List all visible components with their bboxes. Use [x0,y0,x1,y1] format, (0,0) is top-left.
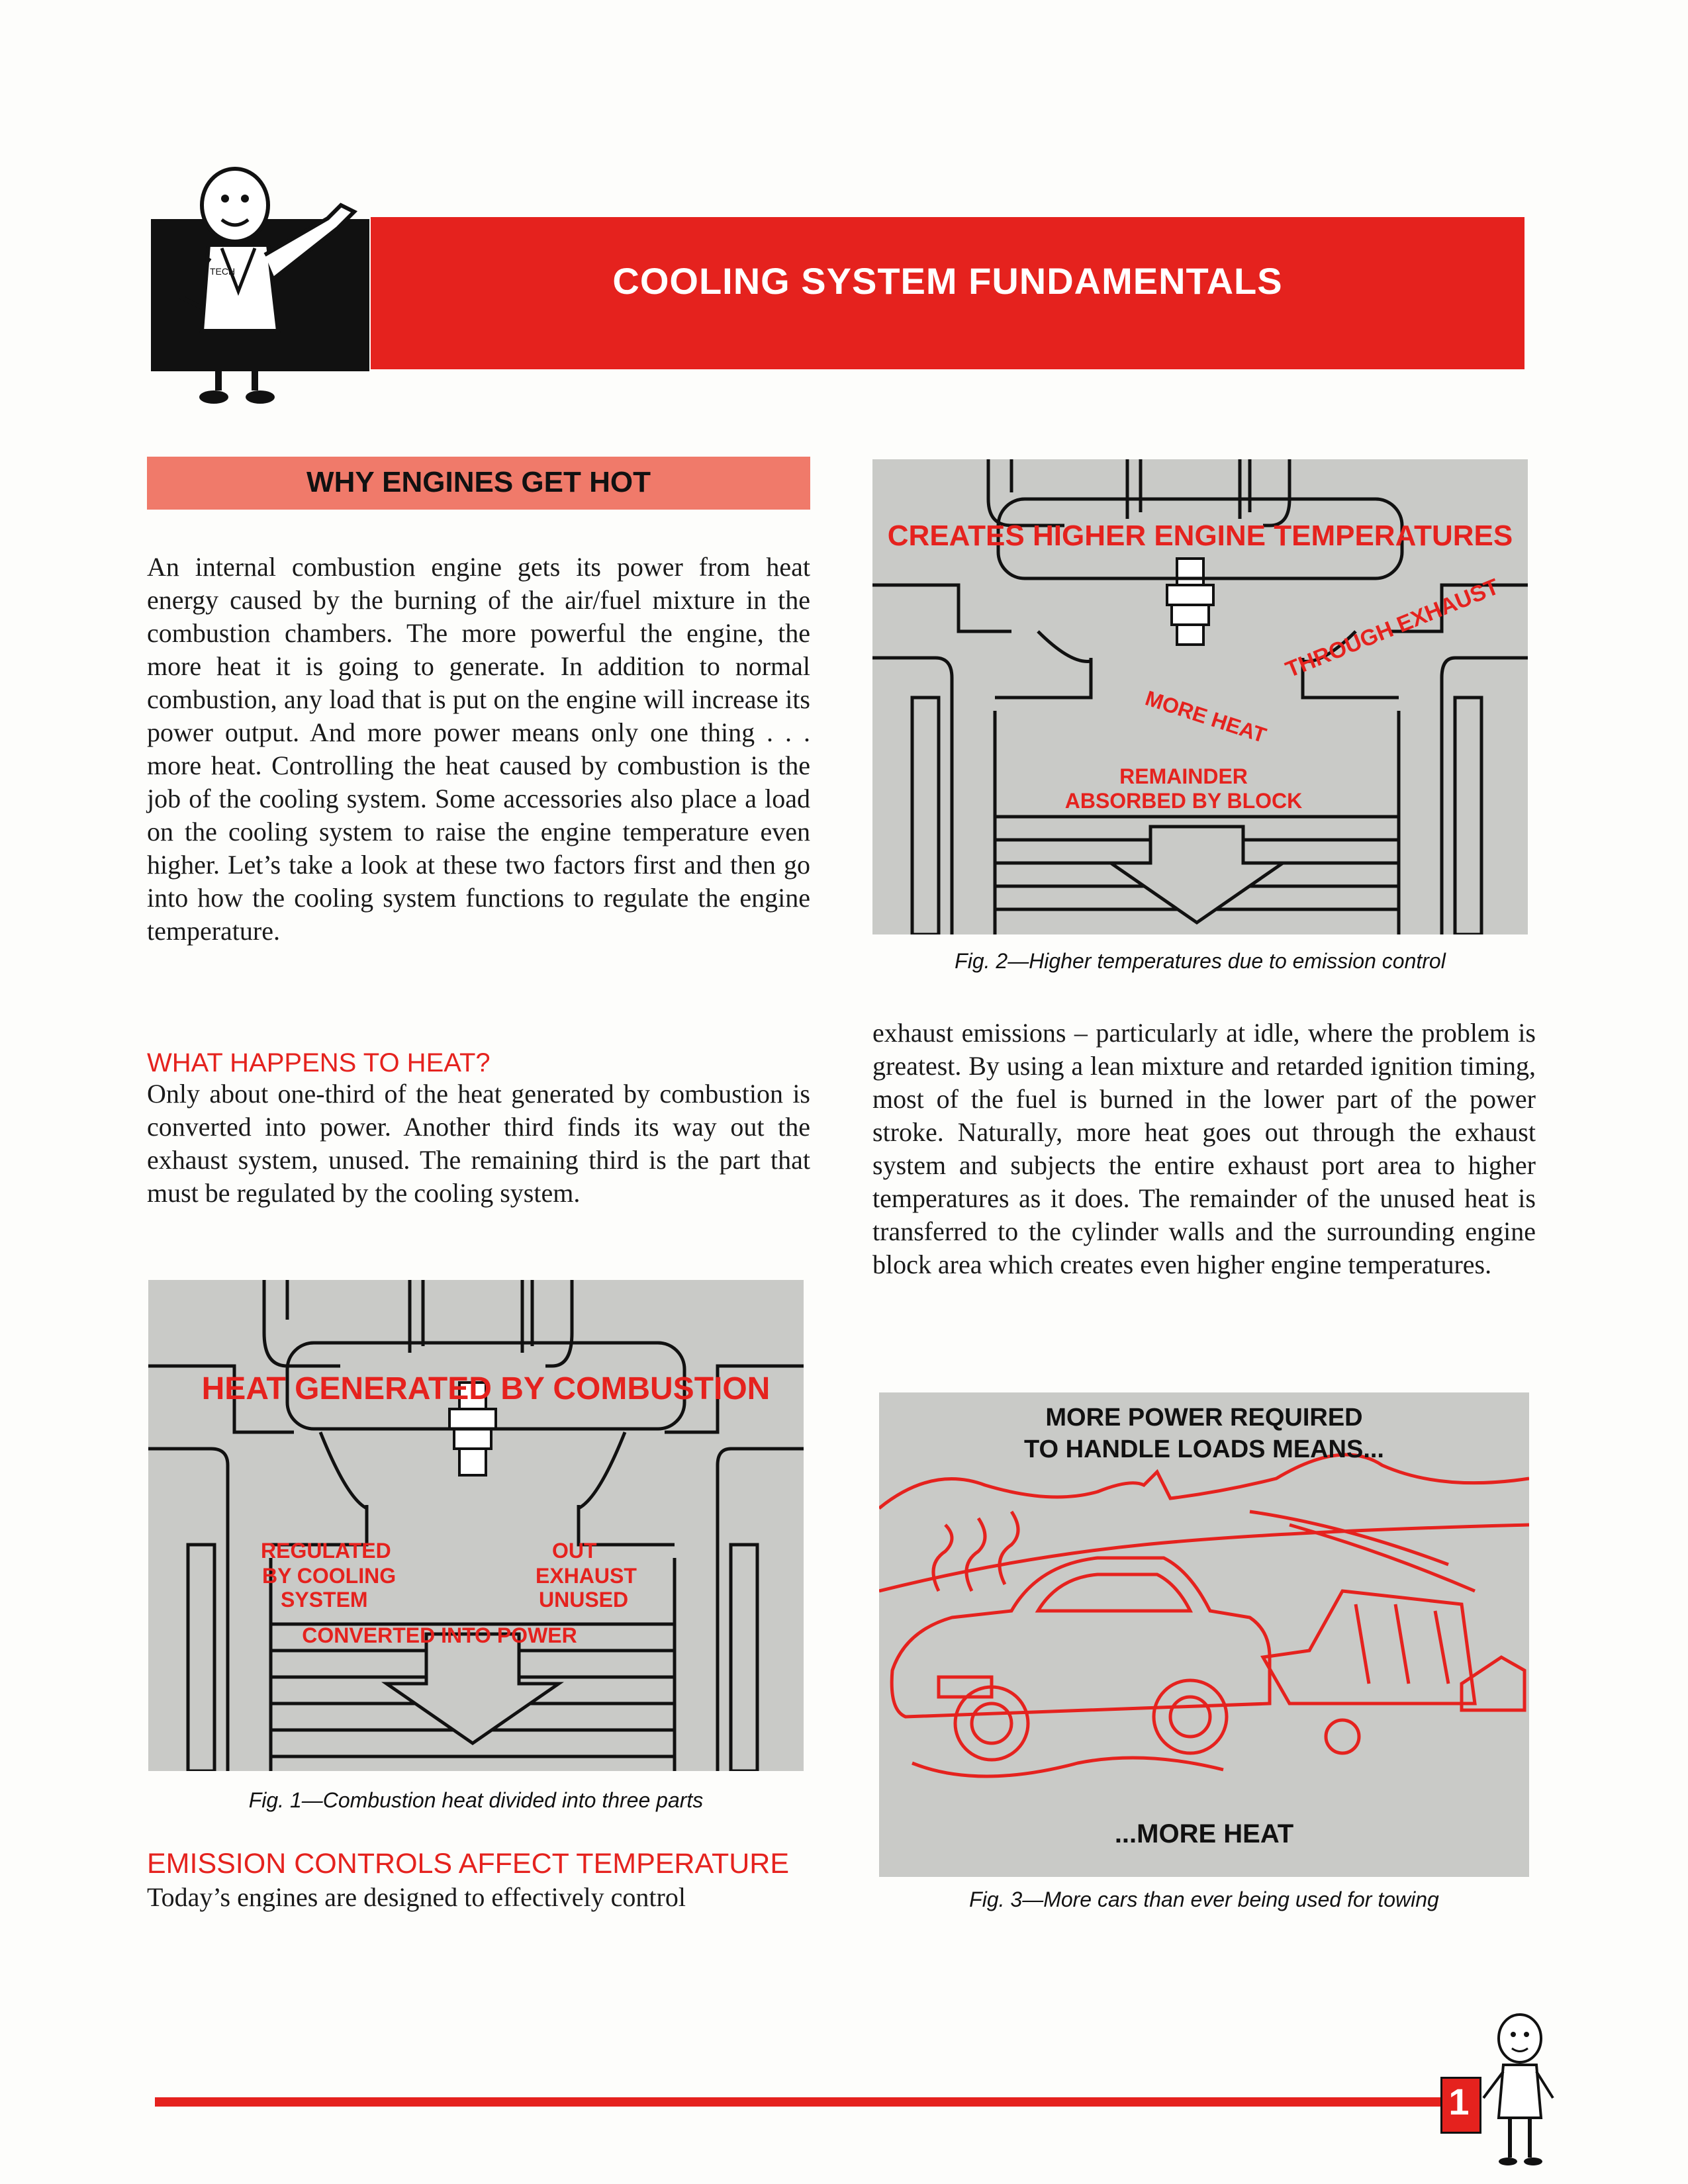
fig2-label-remainder-2: ABSORBED BY BLOCK [1064,789,1303,813]
figure-3 [879,1392,1529,1877]
figure-2-engine-diagram [872,459,1528,934]
fig2-label-more-heat: MORE HEAT [1142,686,1270,748]
fig1-label-regulated-1: REGULATED [261,1539,391,1563]
fig2-label-exhaust: THROUGH EXHAUST [1282,574,1503,683]
fig1-label-out-2: EXHAUST [536,1564,637,1588]
figure-2 [872,459,1528,934]
figure-1-caption: Fig. 1—Combustion heat divided into three parts [248,1788,704,1812]
page-title: COOLING SYSTEM FUNDAMENTALS [612,260,1283,302]
fig1-label-out-1: OUT [552,1539,597,1563]
fig3-label-top-2: TO HANDLE LOADS MEANS... [1024,1435,1384,1463]
section-title: WHY ENGINES GET HOT [306,466,651,498]
emission-paragraph-start: Today’s engines are designed to effectively control [147,1882,686,1912]
emission-paragraph-continued: exhaust emissions – particularly at idle, where the problem is greatest. By using a lean mixture and retarded ignition timing, most of the fuel is burned in the lower part of the power stroke. Naturally, more heat goes out through the exhaust system and subjects the entire exhaust port area to higher temperatures as it does. The remainder of the unused heat is transferred to the cylinder walls and the surrounding engine block area which creates even higher engine temperatures. [872,1018,1536,1279]
footer-rule [155,2097,1443,2107]
mascot-badge: TECH [210,266,236,277]
figure-2-caption: Fig. 2—Higher temperatures due to emission control [955,949,1446,973]
fig1-label-power: CONVERTED INTO POWER [302,1623,577,1647]
figure-3-towing-illustration [879,1392,1529,1877]
fig2-label-main: CREATES HIGHER ENGINE TEMPERATURES [887,520,1513,552]
fig3-label-bottom: ...MORE HEAT [1114,1819,1294,1848]
fig1-label-out-3: UNUSED [539,1588,629,1612]
fig3-label-top-1: MORE POWER REQUIRED [1045,1404,1363,1432]
fig1-label-regulated-3: SYSTEM [281,1588,368,1612]
figure-1 [148,1280,804,1771]
page-number: 1 [1448,2081,1470,2122]
footer-mascot-icon [1480,2012,1560,2171]
heat-heading: WHAT HAPPENS TO HEAT? [147,1048,491,1077]
heat-paragraph: Only about one-third of the heat generated by combustion is converted into power. Another third finds its way out the exhaust system, unused. The remaining third is the part that must be regulated by the cooling system. [147,1079,810,1208]
intro-paragraph: An internal combustion engine gets its power from heat energy caused by the burning of the air/fuel mixture in the combustion chambers. The more powerful the engine, the more heat it is going to generate. In addition to normal combustion, any load that is put on the engine will increase its power output. And more power means only one thing . . . more heat. Controlling the heat caused by combustion is the job of the cooling system. Some accessories also place a load on the cooling system to raise the engine temperature even higher. Let’s take a look at these two factors first and then go into how the cooling system functions to regulate the engine temperature. [147,552,810,946]
figure-3-caption: Fig. 3—More cars than ever being used for towing [969,1888,1439,1911]
fig1-label-regulated-2: BY COOLING [262,1564,397,1588]
fig1-label-main: HEAT GENERATED BY COMBUSTION [201,1371,771,1406]
emission-heading: EMISSION CONTROLS AFFECT TEMPERATURE [147,1848,790,1880]
fig2-label-remainder-1: REMAINDER [1119,764,1248,788]
tech-mascot-icon [156,165,374,417]
figure-1-engine-diagram [148,1280,804,1771]
